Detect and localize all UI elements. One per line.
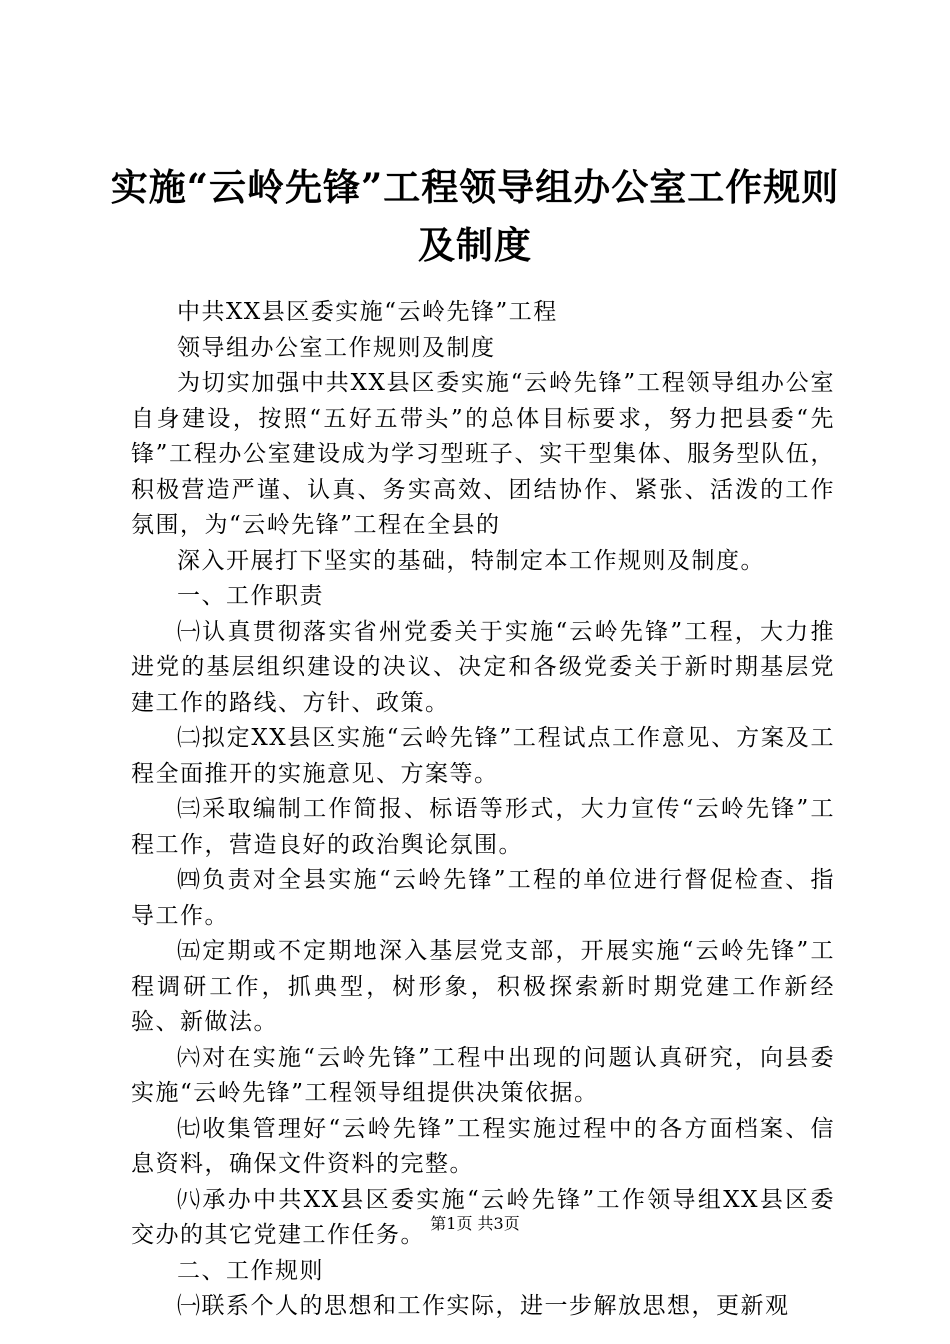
rule-item-1: ㈠联系个人的思想和工作实际，进一步解放思想，更新观 [177, 1293, 790, 1319]
document-title-line-2: 及制度 [418, 223, 532, 267]
section-heading-rules: 二、工作规则 [177, 1257, 324, 1284]
duty-item-7: ㈦收集管理好“云岭先锋”工程实施过程中的各方面档案、信息资料，确保文件资料的完整。 [131, 1115, 835, 1177]
duty-item-8: ㈧承办中共XX县区委实施“云岭先锋”工作领导组XX县区委交办的其它党建工作任务。 [131, 1186, 835, 1248]
document-body [131, 295, 835, 1325]
paragraph-intro-continued: 深入开展打下坚实的基础，特制定本工作规则及制度。 [177, 547, 765, 574]
paragraph-intro: 为切实加强中共XX县区委实施“云岭先锋”工程领导组办公室自身建设，按照“五好五带头”的总体目标要求，努力把县委“先锋”工程办公室建设成为学习型班子、实干型集体、服务型队伍，积极营造严谨、认真、务实高效、团结协作、紧张、活泼的工作氛围，为“云岭先锋”工程在全县的 [131, 370, 835, 538]
duty-item-1: ㈠认真贯彻落实省州党委关于实施“云岭先锋”工程，大力推进党的基层组织建设的决议、决定和各级党委关于新时期基层党建工作的路线、方针、政策。 [131, 618, 835, 716]
page-footer: 第1页 共3页 [430, 1214, 520, 1233]
duty-item-6: ㈥对在实施“云岭先锋”工程中出现的问题认真研究，向县委实施“云岭先锋”工程领导组提供决策依据。 [131, 1044, 835, 1106]
document-title-line-1: 实施“云岭先锋”工程领导组办公室工作规则 [110, 165, 840, 209]
duty-item-4: ㈣负责对全县实施“云岭先锋”工程的单位进行督促检查、指导工作。 [131, 867, 835, 929]
duty-item-3: ㈢采取编制工作简报、标语等形式，大力宣传“云岭先锋”工程工作，营造良好的政治舆论氛围。 [131, 796, 835, 858]
paragraph-subtitle: 领导组办公室工作规则及制度 [177, 334, 496, 361]
paragraph-issuer: 中共XX县区委实施“云岭先锋”工程 [177, 299, 558, 325]
section-heading-duties: 一、工作职责 [177, 583, 324, 609]
duty-item-5: ㈤定期或不定期地深入基层党支部，开展实施“云岭先锋”工程调研工作，抓典型，树形象，积极探索新时期党建工作新经验、新做法。 [131, 938, 835, 1035]
duty-item-2: ㈡拟定XX县区实施“云岭先锋”工程试点工作意见、方案及工程全面推开的实施意见、方案等。 [131, 725, 835, 787]
